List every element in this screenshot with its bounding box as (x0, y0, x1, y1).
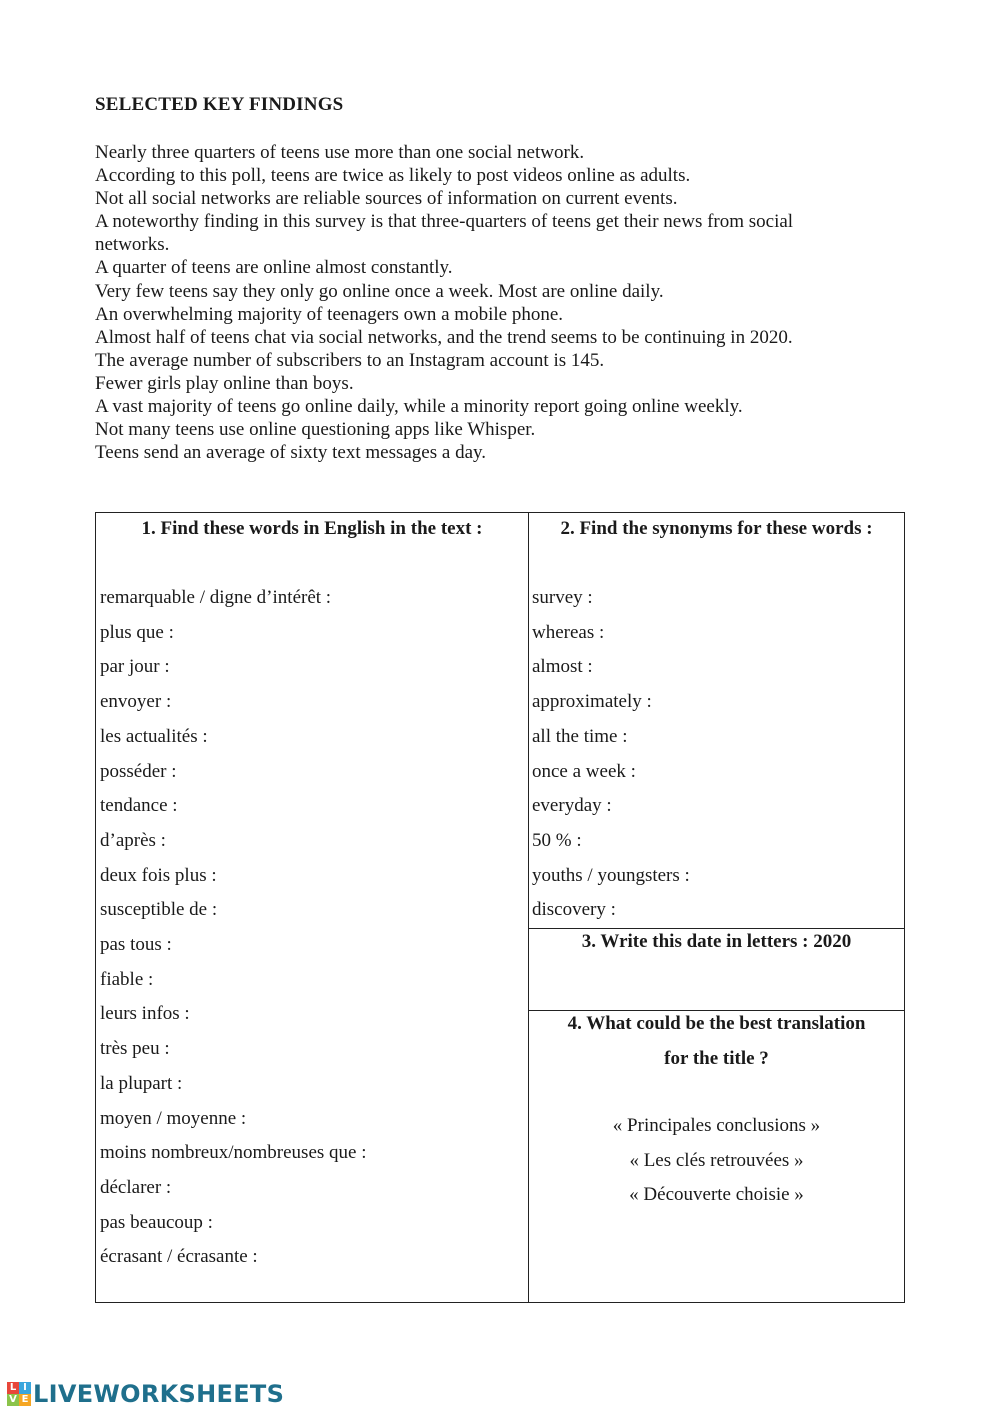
word-prompt: plus que : (100, 621, 174, 643)
word-prompt: envoyer : (100, 691, 172, 713)
exercise-4-heading (529, 1007, 904, 1076)
logo-text: LIVEWORKSHEETS (33, 1380, 285, 1408)
finding-item: The average number of subscribers to an Instagram account is 145. (95, 349, 605, 371)
synonym-prompt: 50 % : (532, 829, 582, 851)
translation-options (529, 1109, 904, 1213)
word-prompt: deux fois plus : (100, 864, 217, 886)
synonym-prompt: youths / youngsters : (532, 864, 690, 886)
finding-item: An overwhelming majority of teenagers own a mobile phone. (95, 303, 564, 325)
word-prompt: déclarer : (100, 1176, 172, 1198)
synonym-prompt: survey : (532, 587, 593, 608)
finding-item: Not many teens use online questioning apps like Whisper. (95, 419, 536, 441)
finding-item: Almost half of teens chat via social networks, and the trend seems to be continuing in 2020. (95, 326, 793, 348)
exercise-3-heading: 3. Write this date in letters : 2020 (581, 931, 852, 952)
logo-letter-l: L (7, 1382, 19, 1394)
word-prompt: moyen / moyenne : (100, 1107, 247, 1129)
exercise-table (95, 512, 905, 1303)
word-prompt: tendance : (100, 795, 178, 817)
word-prompt: pas beaucoup : (100, 1211, 213, 1233)
synonym-prompt: everyday : (532, 795, 612, 817)
word-prompt: d’après : (100, 829, 166, 851)
translation-option: « Les clés retrouvées » (629, 1149, 804, 1171)
word-prompt: posséder : (100, 760, 177, 782)
liveworksheets-logo (7, 1379, 284, 1409)
exercise-2-word-list (532, 581, 690, 928)
word-prompt: susceptible de : (100, 899, 218, 921)
synonym-prompt: once a week : (532, 760, 636, 782)
finding-item: A quarter of teens are online almost constantly. (95, 257, 453, 279)
exercise-1-column (96, 513, 529, 1302)
translation-option: « Découverte choisie » (629, 1184, 804, 1206)
findings-list (95, 141, 855, 464)
finding-item: Not all social networks are reliable sources of information on current events. (95, 188, 678, 210)
word-prompt: remarquable / digne d’intérêt : (100, 587, 332, 608)
word-prompt: les actualités : (100, 725, 208, 747)
exercise-1-word-list (100, 581, 367, 1275)
exercise-2-section (529, 513, 904, 929)
exercise-1-heading: 1. Find these words in English in the text : (141, 518, 483, 539)
synonym-prompt: approximately : (532, 691, 652, 713)
word-prompt: très peu : (100, 1038, 170, 1060)
word-prompt: par jour : (100, 656, 170, 678)
synonym-prompt: whereas : (532, 621, 605, 643)
synonym-prompt: all the time : (532, 725, 628, 747)
synonym-prompt: discovery : (532, 899, 616, 921)
logo-letter-e: E (19, 1394, 31, 1406)
finding-item: Teens send an average of sixty text messages a day. (95, 442, 487, 464)
word-prompt: écrasant / écrasante : (100, 1246, 258, 1268)
finding-item: A vast majority of teens go online daily, while a minority report going online weekly. (95, 396, 743, 418)
word-prompt: pas tous : (100, 934, 172, 956)
finding-item: Nearly three quarters of teens use more than one social network. (95, 142, 585, 163)
page-title: SELECTED KEY FINDINGS (95, 94, 344, 115)
finding-item: Fewer girls play online than boys. (95, 372, 354, 394)
exercise-right-column (529, 513, 904, 1302)
logo-letter-v: V (7, 1394, 19, 1406)
logo-letter-i: I (19, 1382, 31, 1394)
exercise-4-heading-line-2: for the title ? (664, 1047, 769, 1069)
word-prompt: la plupart : (100, 1072, 183, 1094)
word-prompt: leurs infos : (100, 1003, 190, 1025)
finding-item: According to this poll, teens are twice as likely to post videos online as adults. (95, 165, 691, 187)
exercise-4-heading-line-1: 4. What could be the best translation (567, 1013, 866, 1034)
exercise-3-section (529, 928, 904, 1011)
logo-mark-icon (7, 1382, 31, 1406)
finding-item: Very few teens say they only go online once a week. Most are online daily. (95, 280, 664, 302)
synonym-prompt: almost : (532, 656, 593, 678)
exercise-2-heading: 2. Find the synonyms for these words : (560, 518, 873, 539)
translation-option: « Principales conclusions » (612, 1115, 821, 1136)
word-prompt: fiable : (100, 968, 154, 990)
finding-item: A noteworthy finding in this survey is that three-quarters of teens get their news from social networks. (95, 211, 794, 256)
word-prompt: moins nombreux/nombreuses que : (100, 1142, 367, 1164)
exercise-4-section (529, 1010, 904, 1302)
